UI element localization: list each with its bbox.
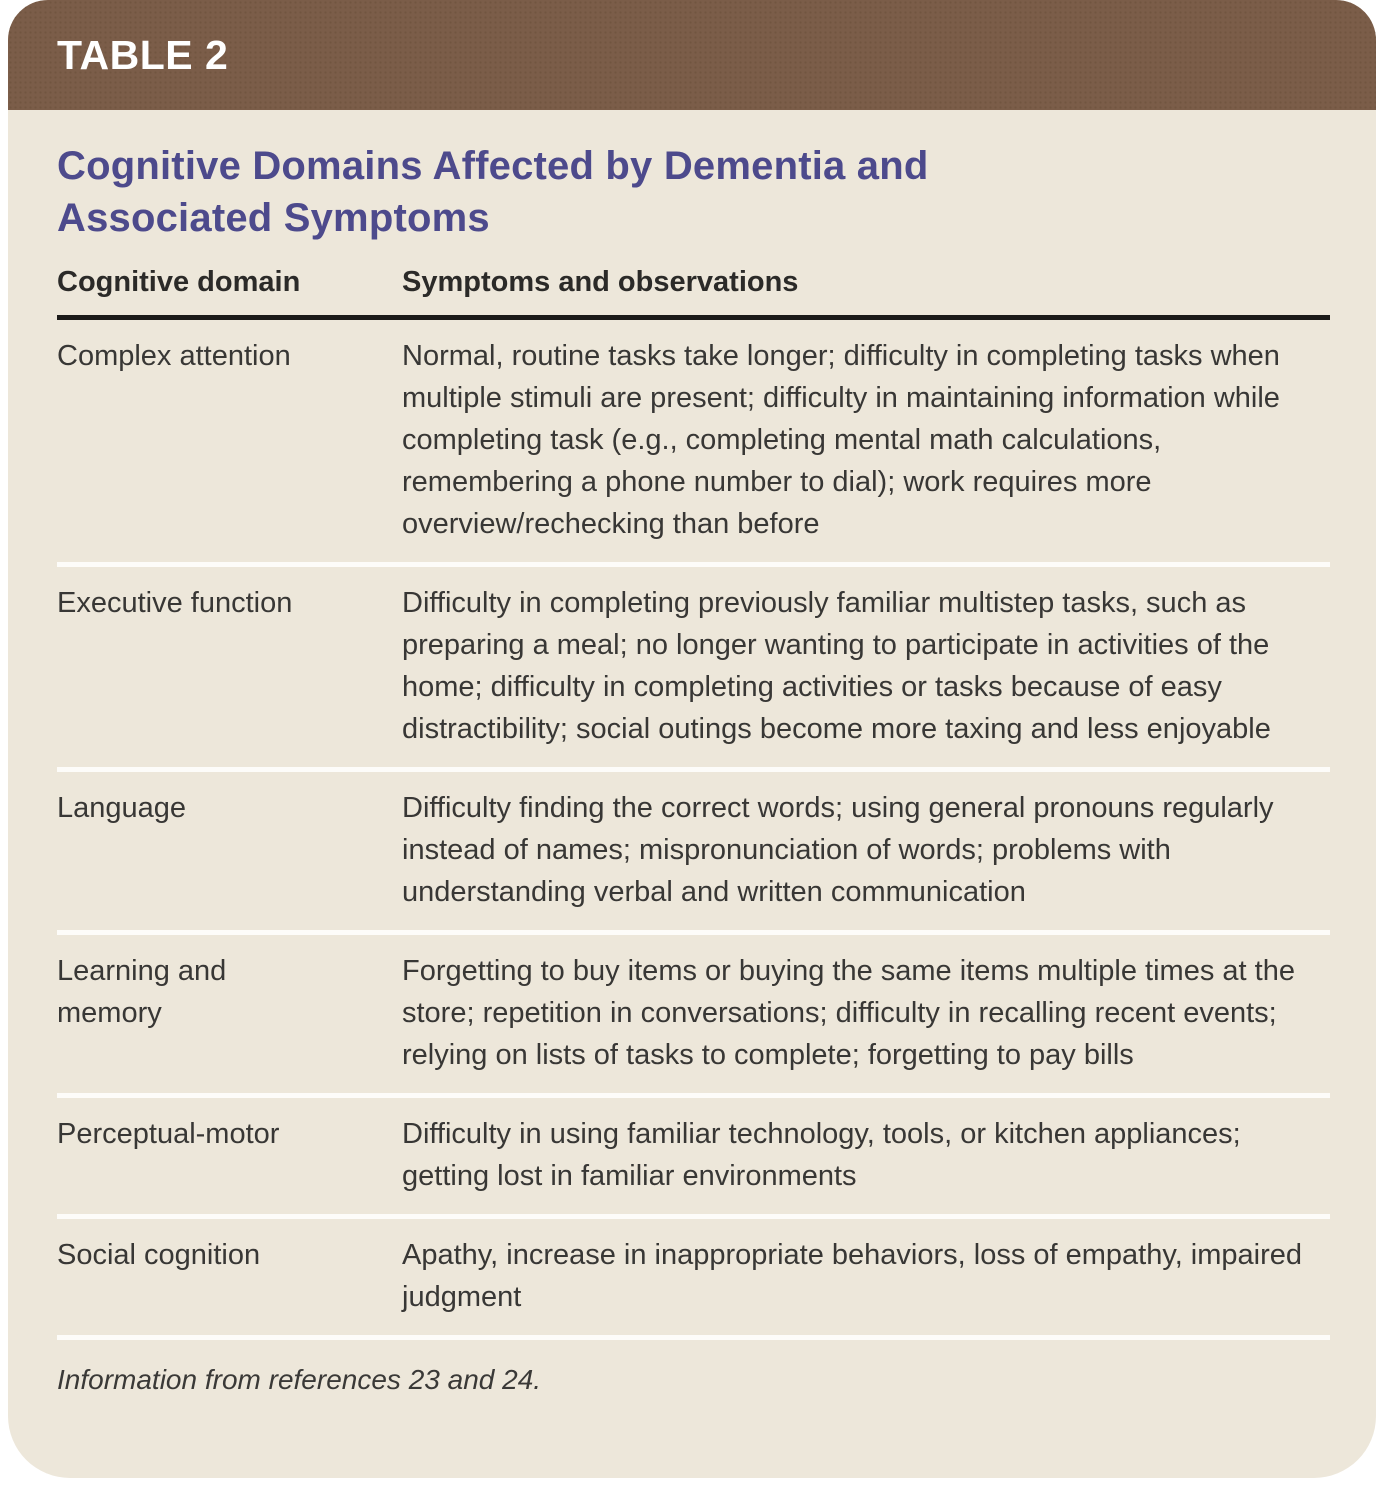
footnote: Information from references 23 and 24.: [57, 1364, 542, 1395]
table-content-area: [8, 140, 1376, 1436]
cognitive-domain-text: Complex attention: [57, 340, 291, 372]
table-number-bar: [8, 0, 1376, 110]
table-row: [57, 567, 1330, 772]
cognitive-domain-text: Social cognition: [57, 1239, 261, 1271]
column-header-row: [57, 266, 1330, 299]
cognitive-domain-cell: [57, 787, 402, 913]
symptoms-cell: Forgetting to buy items or buying the same items multiple times at the store; repetition in conversations; difficulty in recalling recent events; relying on lists of tasks to complete; forgetting to pay bills: [402, 955, 1295, 1071]
cognitive-domain-text: Language: [57, 792, 187, 824]
table-row: [57, 1219, 1330, 1340]
symptoms-cell: Apathy, increase in inappropriate behaviors, loss of empathy, impaired judgment: [402, 1239, 1303, 1313]
table-row: [57, 772, 1330, 935]
table-title: Cognitive Domains Affected by Dementia and Associated Symptoms: [57, 144, 929, 240]
column-header-symptoms-observations: Symptoms and observations: [402, 266, 799, 298]
symptoms-cell: Difficulty finding the correct words; using general pronouns regularly instead of names; mispronunciation of words; problems with understanding verbal and written communication: [402, 792, 1274, 908]
table-number-label: TABLE 2: [57, 31, 229, 78]
cognitive-domain-cell: [57, 950, 402, 1076]
table-rows: [57, 320, 1330, 1340]
table-card: [8, 0, 1376, 1478]
table-row: [57, 1098, 1330, 1219]
symptoms-cell: Difficulty in using familiar technology, tools, or kitchen appliances; getting lost in familiar environments: [402, 1118, 1241, 1192]
cognitive-domain-cell: [57, 582, 402, 750]
table-row: [57, 935, 1330, 1098]
table-row: [57, 320, 1330, 567]
cognitive-domain-text: Learning and memory: [57, 955, 227, 1029]
column-header-cognitive-domain: Cognitive domain: [57, 266, 301, 298]
cognitive-domain-text: Perceptual-motor: [57, 1118, 280, 1150]
symptoms-cell: Difficulty in completing previously familiar multistep tasks, such as preparing a meal; no longer wanting to participate in activities of the home; difficulty in completing activities or tasks because of easy distractibility; social outings become more taxing and less enjoyable: [402, 587, 1271, 745]
cognitive-domain-text: Executive function: [57, 587, 293, 619]
symptoms-cell: Normal, routine tasks take longer; difficulty in completing tasks when multiple stimuli are present; difficulty in maintaining information while completing task (e.g., completing mental math calculations, remembering a phone number to dial); work requires more overview/rechecking than before: [402, 340, 1280, 540]
cognitive-domain-cell: [57, 1234, 402, 1318]
cognitive-domain-cell: [57, 335, 402, 545]
cognitive-domain-cell: [57, 1113, 402, 1197]
